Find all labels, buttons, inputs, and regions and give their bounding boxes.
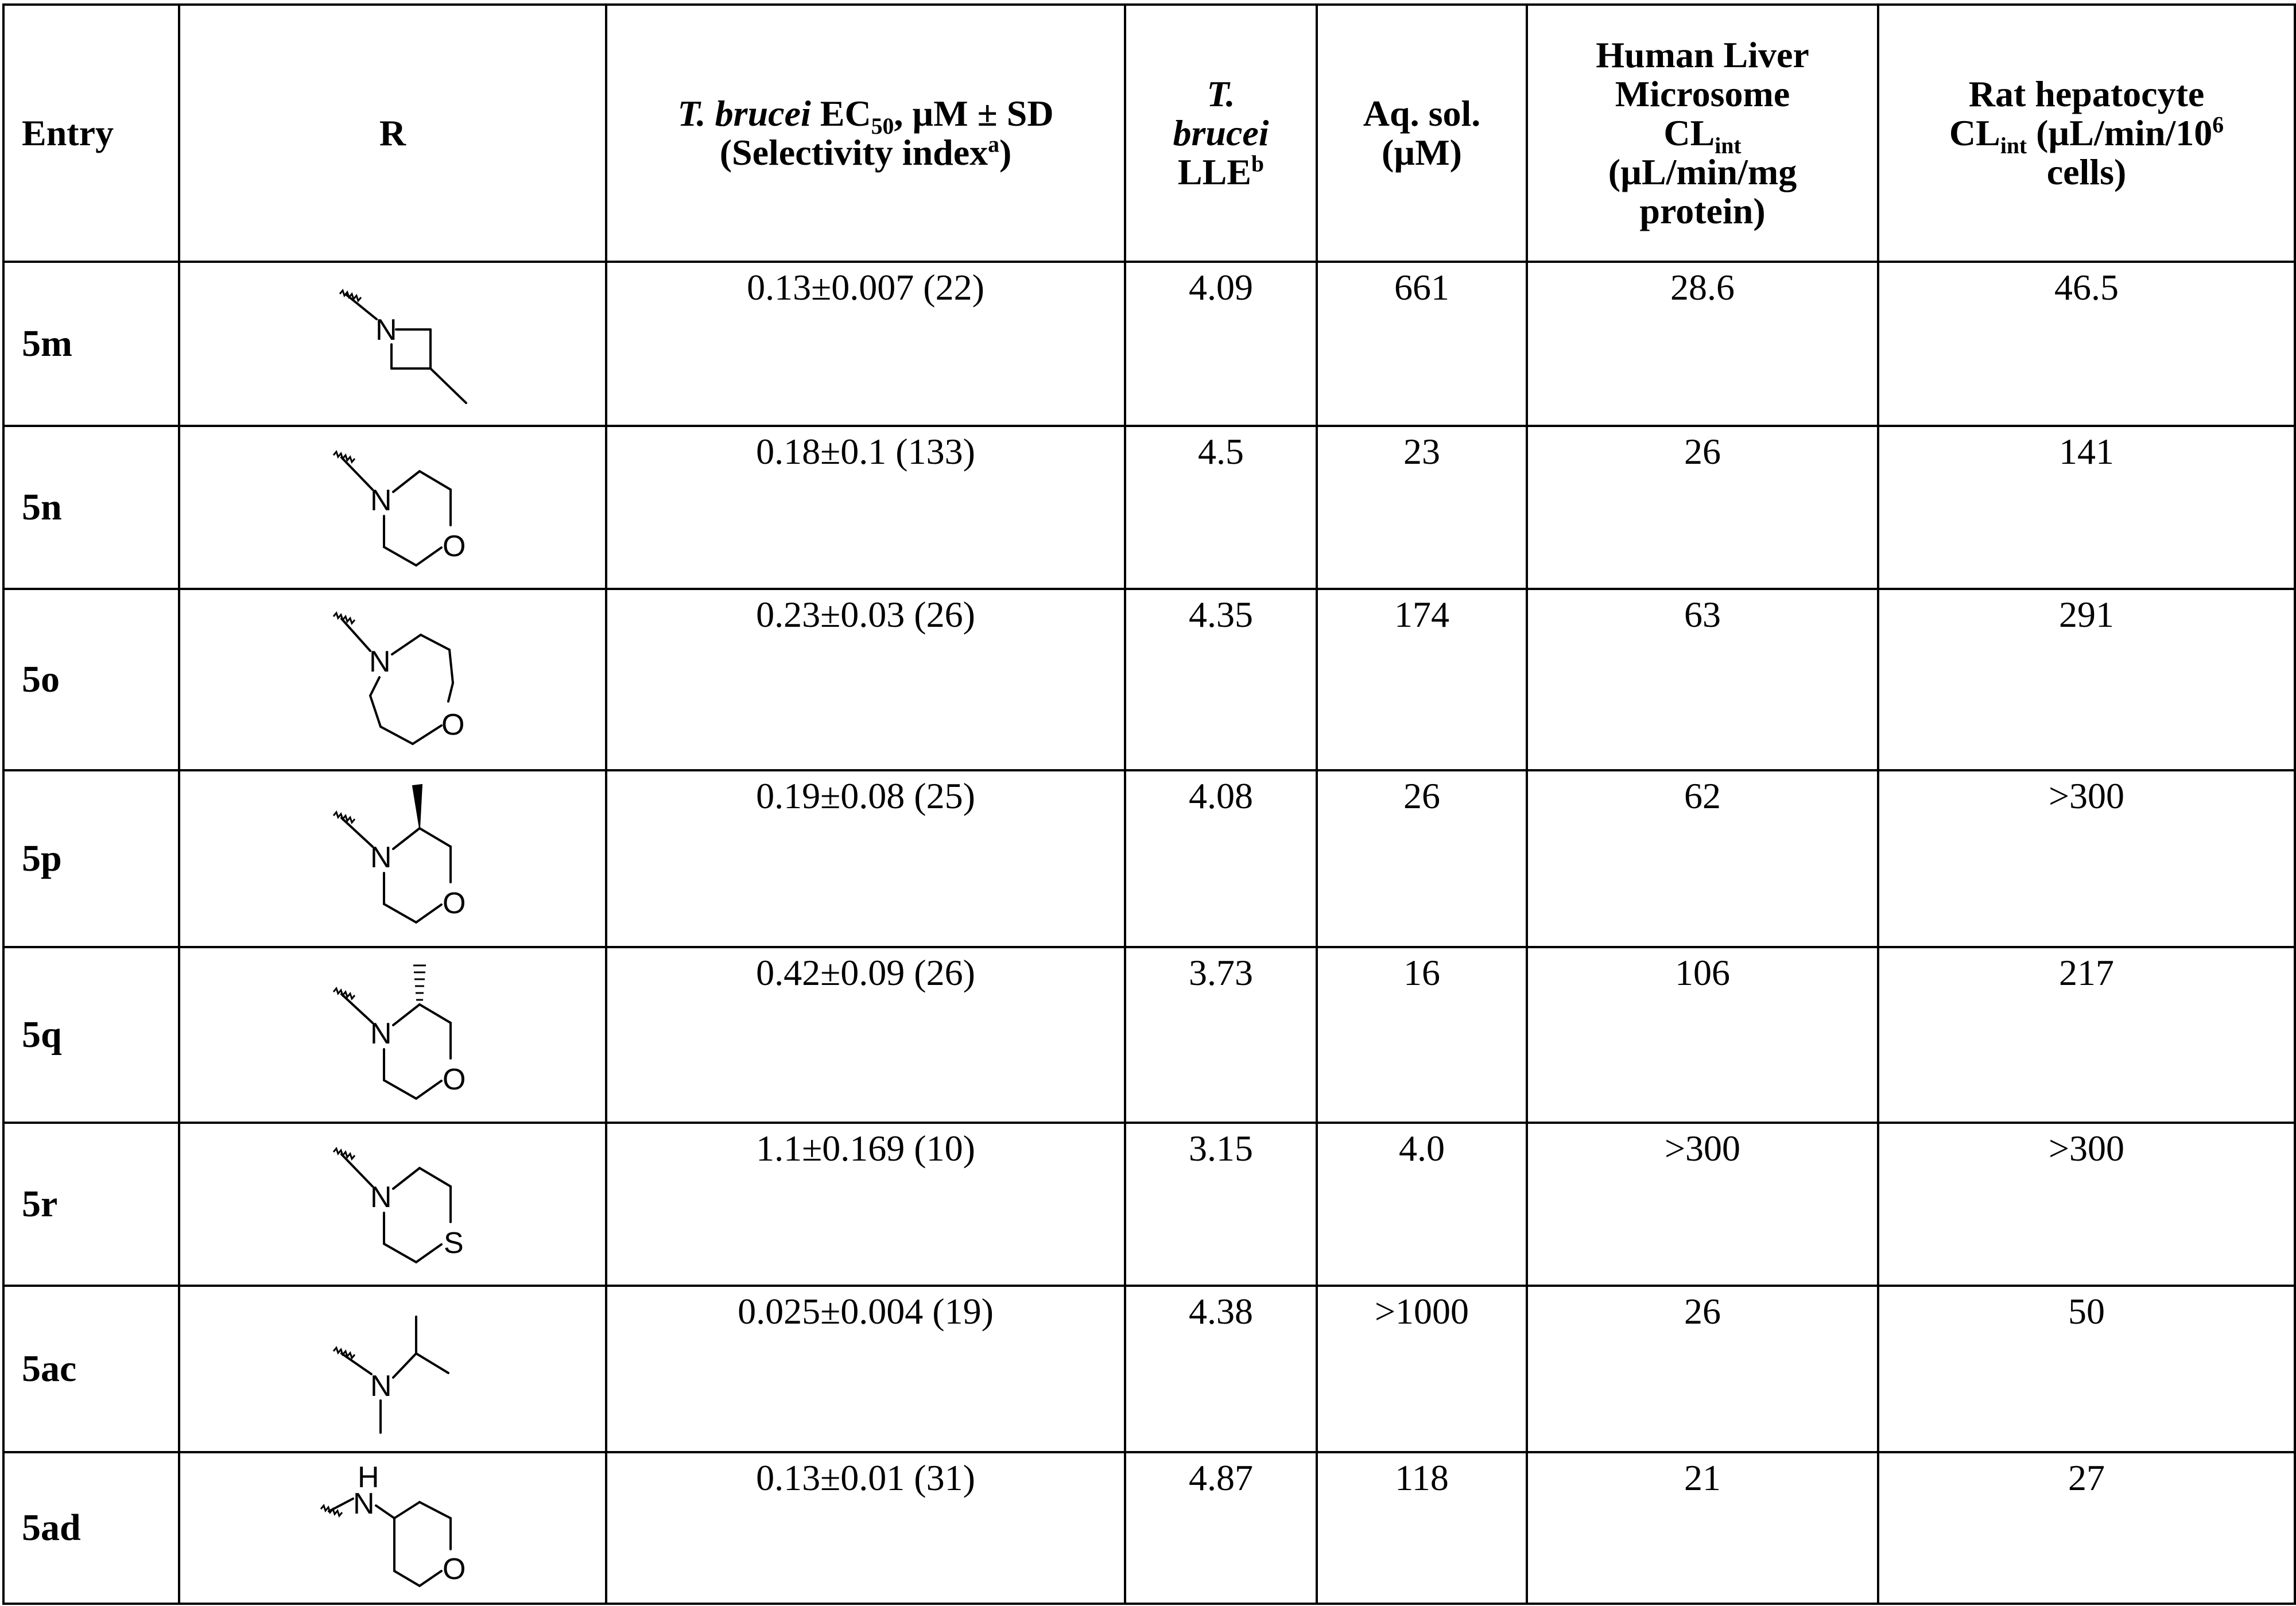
table-row [3, 262, 2295, 426]
svg-text:O: O [443, 530, 466, 563]
hlm-cell: 106 [1527, 947, 1878, 1123]
methylmorpholine-wedge-structure-icon [298, 775, 487, 942]
svg-text:N: N [370, 484, 392, 517]
hlm-cell: 28.6 [1527, 262, 1878, 426]
ec50-cell: 0.42±0.09 (26) [606, 947, 1125, 1123]
rat-hep-cell: 217 [1878, 947, 2295, 1123]
header-r: R [179, 5, 606, 262]
ec50-cell: 0.19±0.08 (25) [606, 770, 1125, 947]
aq-sol-cell: >1000 [1317, 1286, 1527, 1452]
svg-text:N: N [370, 1370, 392, 1403]
structure-cell [179, 1286, 606, 1452]
tetrahydropyranylamine-structure-icon [298, 1456, 487, 1600]
rat-hep-cell: 50 [1878, 1286, 2295, 1452]
lle-cell: 4.08 [1125, 770, 1317, 947]
entry-cell: 5ac [3, 1286, 179, 1452]
lle-cell: 4.87 [1125, 1452, 1317, 1604]
structure-cell [179, 1452, 606, 1604]
hlm-cell: 26 [1527, 1286, 1878, 1452]
ec50-cell: 1.1±0.169 (10) [606, 1123, 1125, 1286]
table-row [3, 426, 2295, 589]
header-row [3, 5, 2295, 262]
aq-sol-cell: 118 [1317, 1452, 1527, 1604]
svg-text:N: N [375, 313, 397, 347]
hlm-cell: >300 [1527, 1123, 1878, 1286]
morpholine-structure-icon [298, 430, 487, 585]
methylmorpholine-hash-structure-icon [298, 952, 487, 1118]
svg-text:N: N [370, 841, 392, 874]
rat-hep-cell: 46.5 [1878, 262, 2295, 426]
ec50-cell: 0.23±0.03 (26) [606, 589, 1125, 770]
header-aq-sol: Aq. sol. (µM) [1317, 5, 1527, 262]
lle-cell: 4.09 [1125, 262, 1317, 426]
entry-cell: 5p [3, 770, 179, 947]
entry-cell: 5n [3, 426, 179, 589]
entry-cell: 5r [3, 1123, 179, 1286]
lle-cell: 3.73 [1125, 947, 1317, 1123]
aq-sol-cell: 4.0 [1317, 1123, 1527, 1286]
ec50-cell: 0.025±0.004 (19) [606, 1286, 1125, 1452]
entry-cell: 5m [3, 262, 179, 426]
header-rat-hep-clint: Rat hepatocyte $CL_{int}$ ($\mu L/\min/10^6$ cells) [1878, 5, 2295, 262]
svg-text:N: N [353, 1487, 375, 1520]
svg-text:N: N [370, 1181, 392, 1214]
rat-hep-cell: >300 [1878, 770, 2295, 947]
hlm-cell: 63 [1527, 589, 1878, 770]
aq-sol-cell: 26 [1317, 770, 1527, 947]
structure-cell [179, 1123, 606, 1286]
sar-table [2, 3, 2296, 1605]
structure-cell [179, 770, 606, 947]
aq-sol-cell: 174 [1317, 589, 1527, 770]
svg-text:O: O [443, 1553, 466, 1586]
hlm-cell: 21 [1527, 1452, 1878, 1604]
entry-cell: 5ad [3, 1452, 179, 1604]
lle-cell: 3.15 [1125, 1123, 1317, 1286]
ec50-cell: 0.13±0.01 (31) [606, 1452, 1125, 1604]
lle-cell: 4.35 [1125, 589, 1317, 770]
svg-text:H: H [358, 1461, 379, 1494]
hlm-cell: 62 [1527, 770, 1878, 947]
table-row [3, 1123, 2295, 1286]
header-entry: Entry [3, 5, 179, 262]
hlm-cell: 26 [1527, 426, 1878, 589]
svg-text:S: S [444, 1227, 464, 1260]
header-ec50-species: T. brucei [677, 93, 811, 134]
thiomorpholine-structure-icon [298, 1127, 487, 1282]
lle-cell: 4.5 [1125, 426, 1317, 589]
structure-cell [179, 947, 606, 1123]
structure-cell [179, 262, 606, 426]
table-row [3, 1452, 2295, 1604]
ec50-cell: 0.13±0.007 (22) [606, 262, 1125, 426]
structure-cell [179, 589, 606, 770]
lle-cell: 4.38 [1125, 1286, 1317, 1452]
aq-sol-cell: 661 [1317, 262, 1527, 426]
rat-hep-cell: 291 [1878, 589, 2295, 770]
svg-text:O: O [441, 708, 465, 742]
header-hlm-clint: Human Liver Microsome $CL_{int}$ (µL/min/mg protein) [1527, 5, 1878, 262]
entry-cell: 5q [3, 947, 179, 1123]
entry-cell: 5o [3, 589, 179, 770]
svg-text:O: O [443, 887, 466, 920]
header-ec50: T. brucei $EC_{50}$, µM ± SD (Selectivity index$^a$) [606, 5, 1125, 262]
rat-hep-cell: 141 [1878, 426, 2295, 589]
svg-text:O: O [443, 1063, 466, 1096]
aq-sol-cell: 23 [1317, 426, 1527, 589]
table-row [3, 947, 2295, 1123]
rat-hep-cell: 27 [1878, 1452, 2295, 1604]
isopropylmethylamine-structure-icon [298, 1291, 487, 1446]
svg-text:N: N [370, 1017, 392, 1050]
table-row [3, 770, 2295, 947]
table-row [3, 1286, 2295, 1452]
azetidine-structure-icon [301, 266, 484, 421]
table-row [3, 589, 2295, 770]
ec50-cell: 0.18±0.1 (133) [606, 426, 1125, 589]
rat-hep-cell: >300 [1878, 1123, 2295, 1286]
header-lle: T. brucei LLE$^b$ [1125, 5, 1317, 262]
structure-cell [179, 426, 606, 589]
aq-sol-cell: 16 [1317, 947, 1527, 1123]
svg-text:N: N [369, 645, 391, 678]
oxazepane-structure-icon [298, 593, 487, 766]
